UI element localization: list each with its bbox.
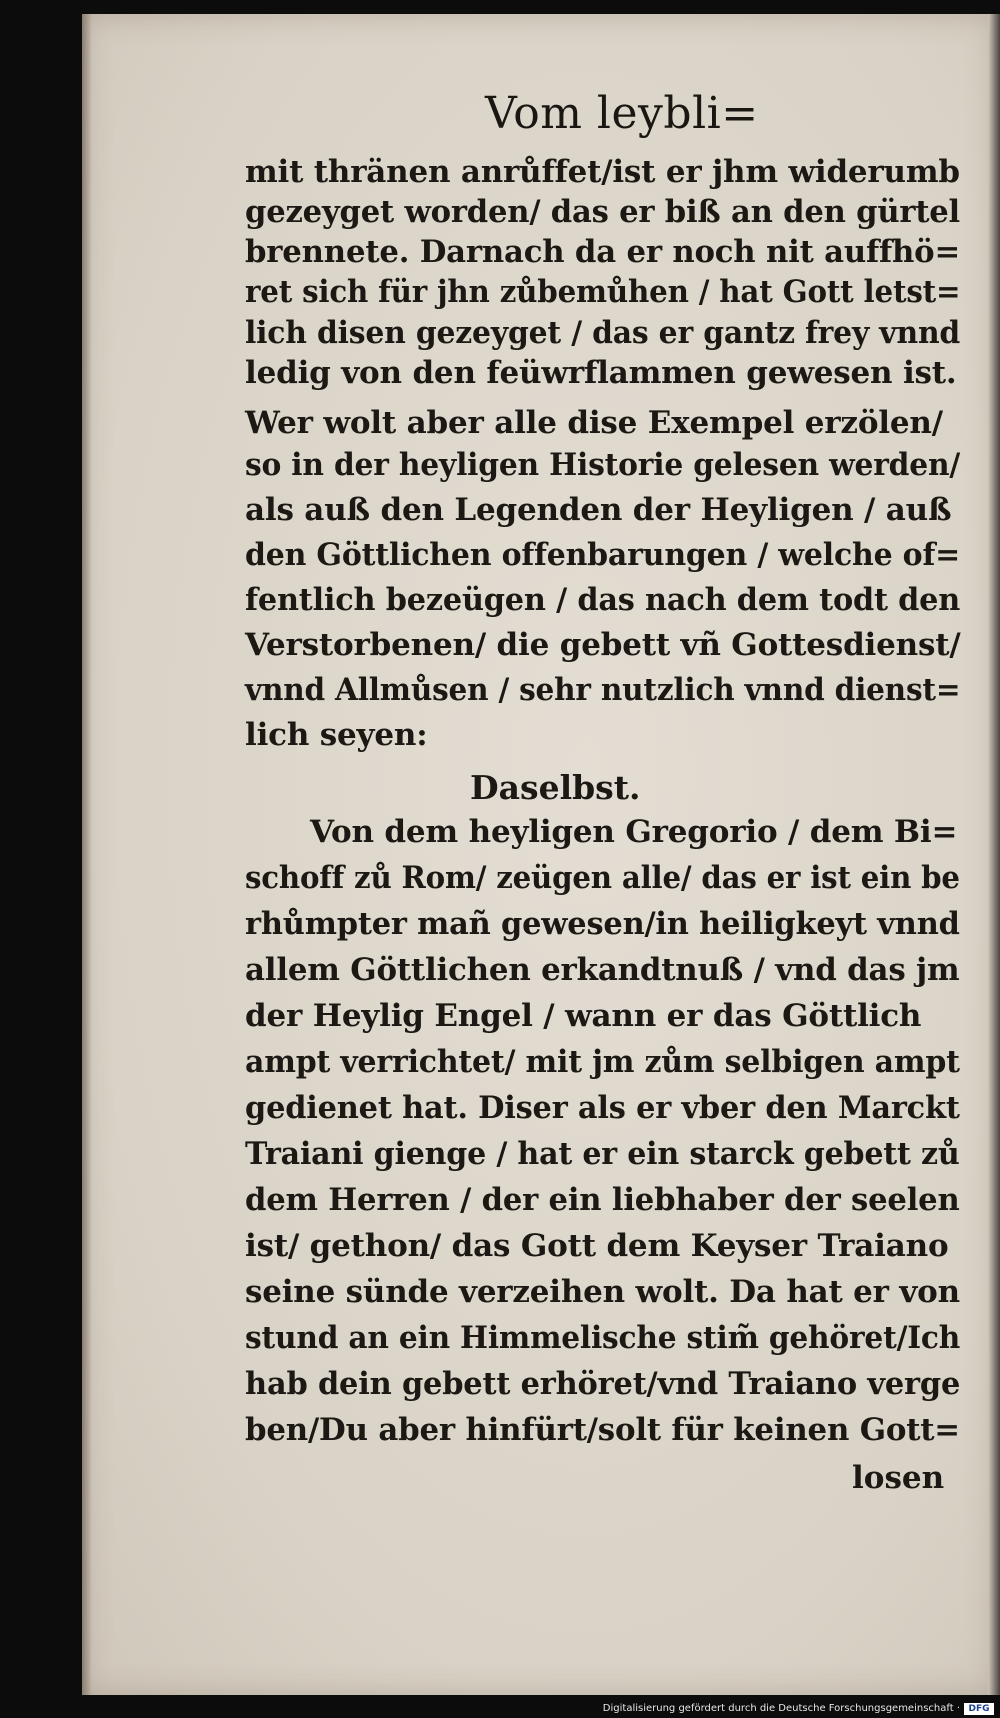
text-line: gedienet hat. Diser als er vber den Marckt xyxy=(245,1090,960,1126)
text-line: gezeyget worden/ das er biß an den gürtel xyxy=(245,194,960,230)
text-line: allem Göttlichen erkandtnuß / vnd das jm xyxy=(245,952,960,988)
text-line: vnnd Allmůsen / sehr nutzlich vnnd dienst= xyxy=(245,672,961,708)
text-line: der Heylig Engel / wann er das Göttlich xyxy=(245,998,922,1034)
text-line: den Göttlichen offenbarungen / welche of= xyxy=(245,537,961,573)
text-line: ben/Du aber hinfürt/solt für keinen Gott= xyxy=(245,1412,960,1448)
text-line: als auß den Legenden der Heyligen / auß xyxy=(245,492,952,528)
text-line: ampt verrichtet/ mit jm zům selbigen ampt xyxy=(245,1044,960,1080)
text-line: dem Herren / der ein liebhaber der seelen xyxy=(245,1182,960,1218)
text-line: stund an ein Himmelische stim̃ gehöret/Ich xyxy=(245,1320,961,1356)
text-line: Verstorbenen/ die gebett vñ Gottesdienst/ xyxy=(245,627,961,663)
text-line: mit thränen anrůffet/ist er jhm widerumb xyxy=(245,154,960,190)
page-gutter xyxy=(82,14,92,1695)
text-line: lich seyen: xyxy=(245,717,428,753)
text-line: fentlich bezeügen / das nach dem todt den xyxy=(245,582,961,618)
text-line: Von dem heyligen Gregorio / dem Bi= xyxy=(310,814,958,850)
text-line: so in der heyligen Historie gelesen werden/ xyxy=(245,447,961,483)
running-header: Vom leybli= xyxy=(485,88,759,139)
text-line: schoff zů Rom/ zeügen alle/ das er ist ein be xyxy=(245,860,960,896)
page-edge xyxy=(988,14,1000,1695)
dfg-logo-icon: DFG xyxy=(964,1703,994,1715)
text-line: hab dein gebett erhöret/vnd Traiano verge xyxy=(245,1366,961,1402)
text-line: brennete. Darnach da er noch nit auffhö= xyxy=(245,234,961,270)
section-heading: Daselbst. xyxy=(470,768,641,807)
text-line: Wer wolt aber alle dise Exempel erzölen/ xyxy=(245,405,943,441)
text-line: ledig von den feüwrflammen gewesen ist. xyxy=(245,355,957,391)
funding-credit: Digitalisierung gefördert durch die Deutsche Forschungsgemeinschaft · xyxy=(602,1703,960,1714)
text-line: rhůmpter mañ gewesen/in heiligkeyt vnnd xyxy=(245,906,960,942)
text-line: seine sünde verzeihen wolt. Da hat er von xyxy=(245,1274,960,1310)
text-line: ist/ gethon/ das Gott dem Keyser Traiano xyxy=(245,1228,949,1264)
catchword: losen xyxy=(852,1460,945,1496)
text-line: Traiani gienge / hat er ein starck gebett zů xyxy=(245,1136,960,1172)
text-line: lich disen gezeyget / das er gantz frey vnnd xyxy=(245,315,961,351)
text-line: ret sich für jhn zůbemůhen / hat Gott letst= xyxy=(245,274,961,310)
